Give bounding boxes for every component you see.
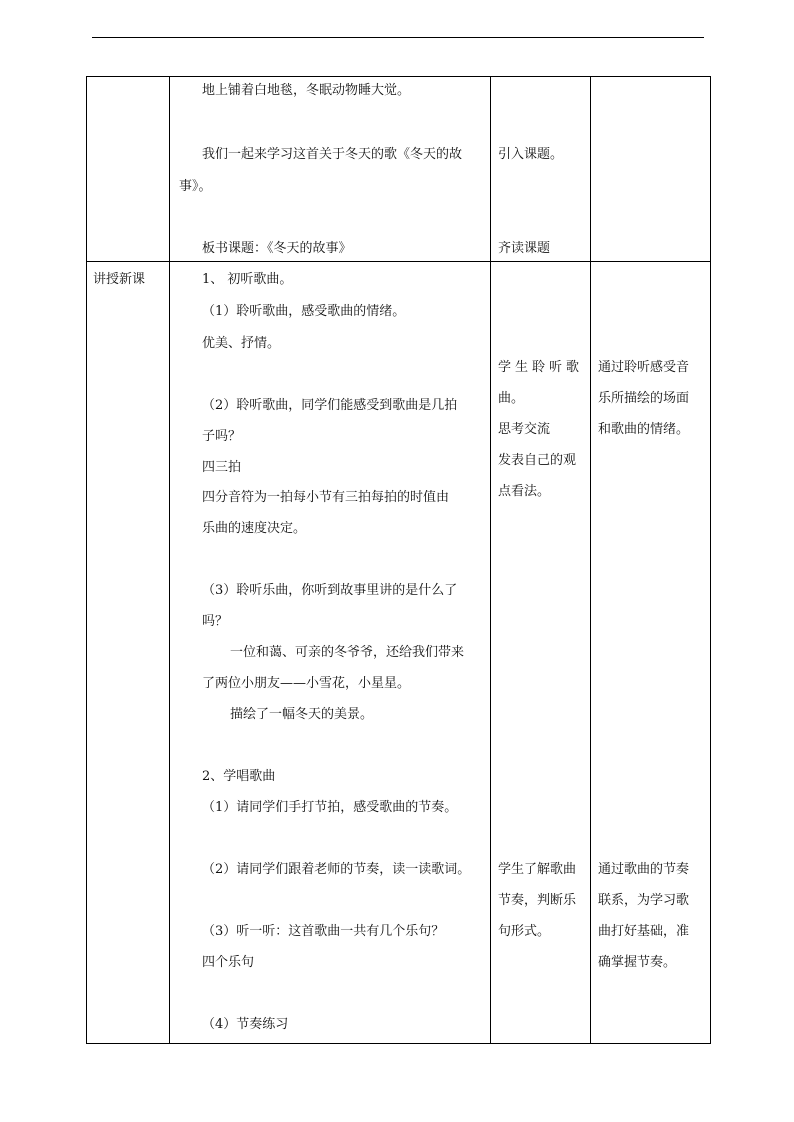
student-line: 学生聆听歌 — [498, 360, 584, 375]
content-line: （2）聆听歌曲，同学们能感受到歌曲是几拍 — [202, 398, 458, 413]
content-line: 四三拍 — [202, 460, 242, 475]
stage-cell — [87, 262, 170, 1044]
content-line: 2、学唱歌曲 — [202, 769, 276, 784]
student-line: 句形式。 — [498, 924, 551, 939]
content-line: 了两位小朋友——小雪花，小星星。 — [202, 676, 411, 691]
content-line: 吗？ — [202, 614, 229, 629]
content-line: 一位和蔼、可亲的冬爷爷，还给我们带来 — [230, 645, 465, 660]
content-line: （3）聆听乐曲，你听到故事里讲的是什么了 — [202, 583, 458, 598]
content-line: 描绘了一幅冬天的美景。 — [230, 707, 374, 722]
student-line: 学生了解歌曲 — [498, 862, 577, 877]
content-cell — [170, 262, 491, 1044]
purpose-cell — [591, 262, 711, 1044]
content-line: 地上铺着白地毯，冬眠动物睡大觉。 — [202, 83, 411, 98]
student-line: 曲。 — [498, 391, 525, 406]
purpose-line: 乐所描绘的场面 — [598, 391, 690, 406]
purpose-line: 通过聆听感受音 — [598, 360, 690, 375]
content-line: 事》。 — [179, 179, 212, 194]
purpose-line: 确掌握节奏。 — [598, 955, 677, 970]
student-activity-cell — [491, 262, 591, 1044]
purpose-line: 曲打好基础，准 — [598, 924, 690, 939]
content-line: （3）听一听：这首歌曲一共有几个乐句？ — [202, 924, 445, 939]
table-row — [87, 262, 711, 1044]
student-line: 发表自己的观 — [498, 453, 577, 468]
purpose-line: 和歌曲的情绪。 — [598, 422, 690, 437]
content-line: 板书课题：《冬天的故事》 — [202, 241, 352, 256]
student-line: 思考交流 — [498, 422, 551, 437]
content-cell — [170, 77, 491, 262]
student-activity-cell — [491, 77, 591, 262]
content-line: 我们一起来学习这首关于冬天的歌《冬天的故 — [202, 147, 463, 162]
content-line: （1）聆听歌曲，感受歌曲的情绪。 — [202, 304, 406, 319]
content-line: （1）请同学们手打节拍，感受歌曲的节奏。 — [202, 800, 458, 815]
stage-label: 讲授新课 — [93, 272, 146, 287]
purpose-cell — [591, 77, 711, 262]
content-line: （2）请同学们跟着老师的节奏，读一读歌词。 — [202, 862, 471, 877]
content-line: 乐曲的速度决定。 — [202, 521, 307, 536]
lesson-plan-table — [86, 76, 711, 1044]
content-line: 四个乐句 — [202, 955, 255, 970]
stage-cell — [87, 77, 170, 262]
content-line: 优美、抒情。 — [202, 336, 281, 351]
content-line: 子吗？ — [202, 429, 242, 444]
student-line: 引入课题。 — [498, 147, 564, 162]
content-line: （4）节奏练习 — [202, 1017, 289, 1032]
content-line: 1、 初听歌曲。 — [202, 272, 293, 287]
student-line: 节奏，判断乐 — [498, 893, 577, 908]
header-rule — [92, 37, 704, 38]
student-line: 点看法。 — [498, 484, 551, 499]
purpose-line: 联系，为学习歌 — [598, 893, 690, 908]
content-line: 四分音符为一拍每小节有三拍每拍的时值由 — [202, 490, 450, 505]
purpose-line: 通过歌曲的节奏 — [598, 862, 690, 877]
table-row — [87, 77, 711, 262]
student-line: 齐读课题 — [498, 241, 551, 256]
